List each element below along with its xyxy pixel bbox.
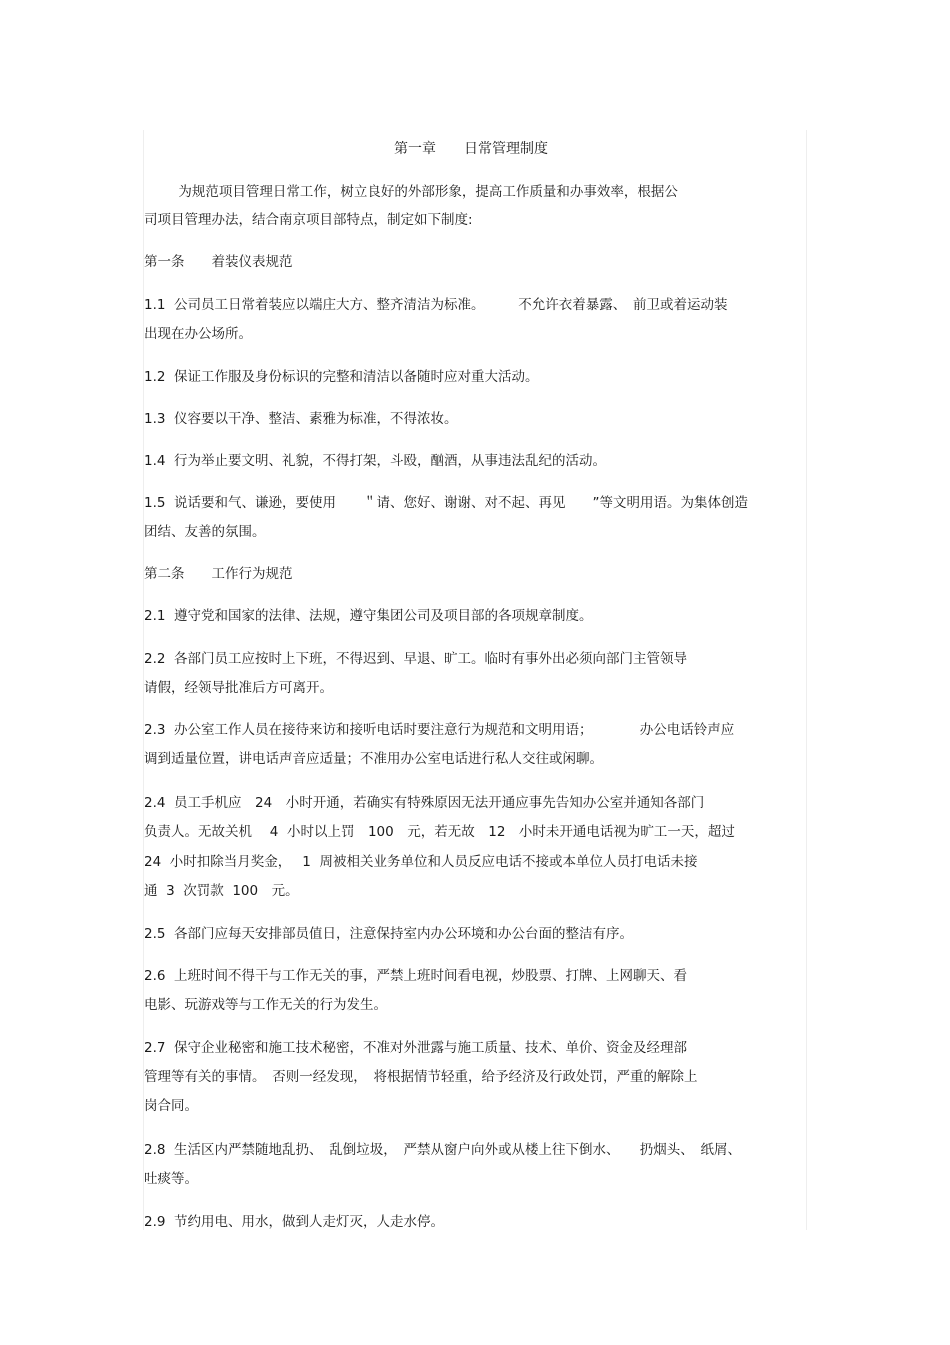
item-1-5-line-1: 1.5 说话要和气、谦逊，要使用 ＂请、您好、谢谢、对不起、再见 ”等文明用语。为集体创造 <box>144 495 749 511</box>
intro-line-2: 司项目管理办法，结合南京项目部特点，制定如下制度: <box>144 212 473 228</box>
section-title-2: 第二条 工作行为规范 <box>144 566 293 582</box>
item-2-8-line-2: 吐痰等。 <box>144 1171 198 1187</box>
intro-line-1: 为规范项目管理日常工作，树立良好的外部形象，提高工作质量和办事效率，根据公 <box>144 184 678 200</box>
page-right-rule <box>806 130 807 1230</box>
item-2-4-line-3: 24 小时扣除当月奖金， 1 周被相关业务单位和人员反应电话不接或本单位人员打电话未接 <box>144 854 698 870</box>
item-1-1-line-1: 1.1 公司员工日常着装应以端庄大方、整齐清洁为标准。 不允许衣着暴露、 前卫或着运动装 <box>144 297 728 313</box>
item-1-1-line-2: 出现在办公场所。 <box>144 326 252 342</box>
item-1-5-line-2: 团结、友善的氛围。 <box>144 524 266 540</box>
item-2-6-line-2: 电影、玩游戏等与工作无关的行为发生。 <box>144 997 387 1013</box>
item-2-7-line-2: 管理等有关的事情。 否则一经发现， 将根据情节轻重，给予经济及行政处罚，严重的解除上 <box>144 1069 698 1085</box>
item-2-6-line-1: 2.6 上班时间不得干与工作无关的事，严禁上班时间看电视，炒股票、打牌、上网聊天、看 <box>144 968 688 984</box>
item-2-2-line-1: 2.2 各部门员工应按时上下班，不得迟到、早退、旷工。临时有事外出必须向部门主管领导 <box>144 651 688 667</box>
item-2-3-line-1: 2.3 办公室工作人员在接待来访和接听电话时要注意行为规范和文明用语； 办公电话铃声应 <box>144 722 735 738</box>
item-2-4-line-4: 通 3 次罚款 100 元。 <box>144 883 299 899</box>
item-2-9: 2.9 节约用电、用水，做到人走灯灭，人走水停。 <box>144 1214 445 1230</box>
item-2-1: 2.1 遵守党和国家的法律、法规，遵守集团公司及项目部的各项规章制度。 <box>144 608 593 624</box>
item-2-7-line-3: 岗合同。 <box>144 1098 198 1114</box>
item-2-5: 2.5 各部门应每天安排部员值日，注意保持室内办公环境和办公台面的整洁有序。 <box>144 926 634 942</box>
item-2-4-line-1: 2.4 员工手机应 24 小时开通，若确实有特殊原因无法开通应事先告知办公室并通知各部门 <box>144 795 705 811</box>
section-title-1: 第一条 着装仪表规范 <box>144 254 293 270</box>
item-2-7-line-1: 2.7 保守企业秘密和施工技术秘密，不准对外泄露与施工质量、技术、单价、资金及经理部 <box>144 1040 688 1056</box>
item-2-8-line-1: 2.8 生活区内严禁随地乱扔、 乱倒垃圾， 严禁从窗户向外或从楼上往下倒水、 扔烟头、 纸屑、 <box>144 1142 742 1158</box>
item-2-4-line-2: 负责人。无故关机 4 小时以上罚 100 元，若无故 12 小时未开通电话视为旷工一天，超过 <box>144 824 735 840</box>
item-1-2: 1.2 保证工作服及身份标识的完整和清洁以备随时应对重大活动。 <box>144 369 539 385</box>
item-1-3: 1.3 仪容要以干净、整洁、素雅为标准，不得浓妆。 <box>144 411 458 427</box>
item-2-2-line-2: 请假，经领导批准后方可离开。 <box>144 680 333 696</box>
chapter-title: 第一章 日常管理制度 <box>394 141 548 157</box>
item-1-4: 1.4 行为举止要文明、礼貌，不得打架，斗殴，酗酒，从事违法乱纪的活动。 <box>144 453 607 469</box>
item-2-3-line-2: 调到适量位置，讲电话声音应适量；不准用办公室电话进行私人交往或闲聊。 <box>144 751 603 767</box>
